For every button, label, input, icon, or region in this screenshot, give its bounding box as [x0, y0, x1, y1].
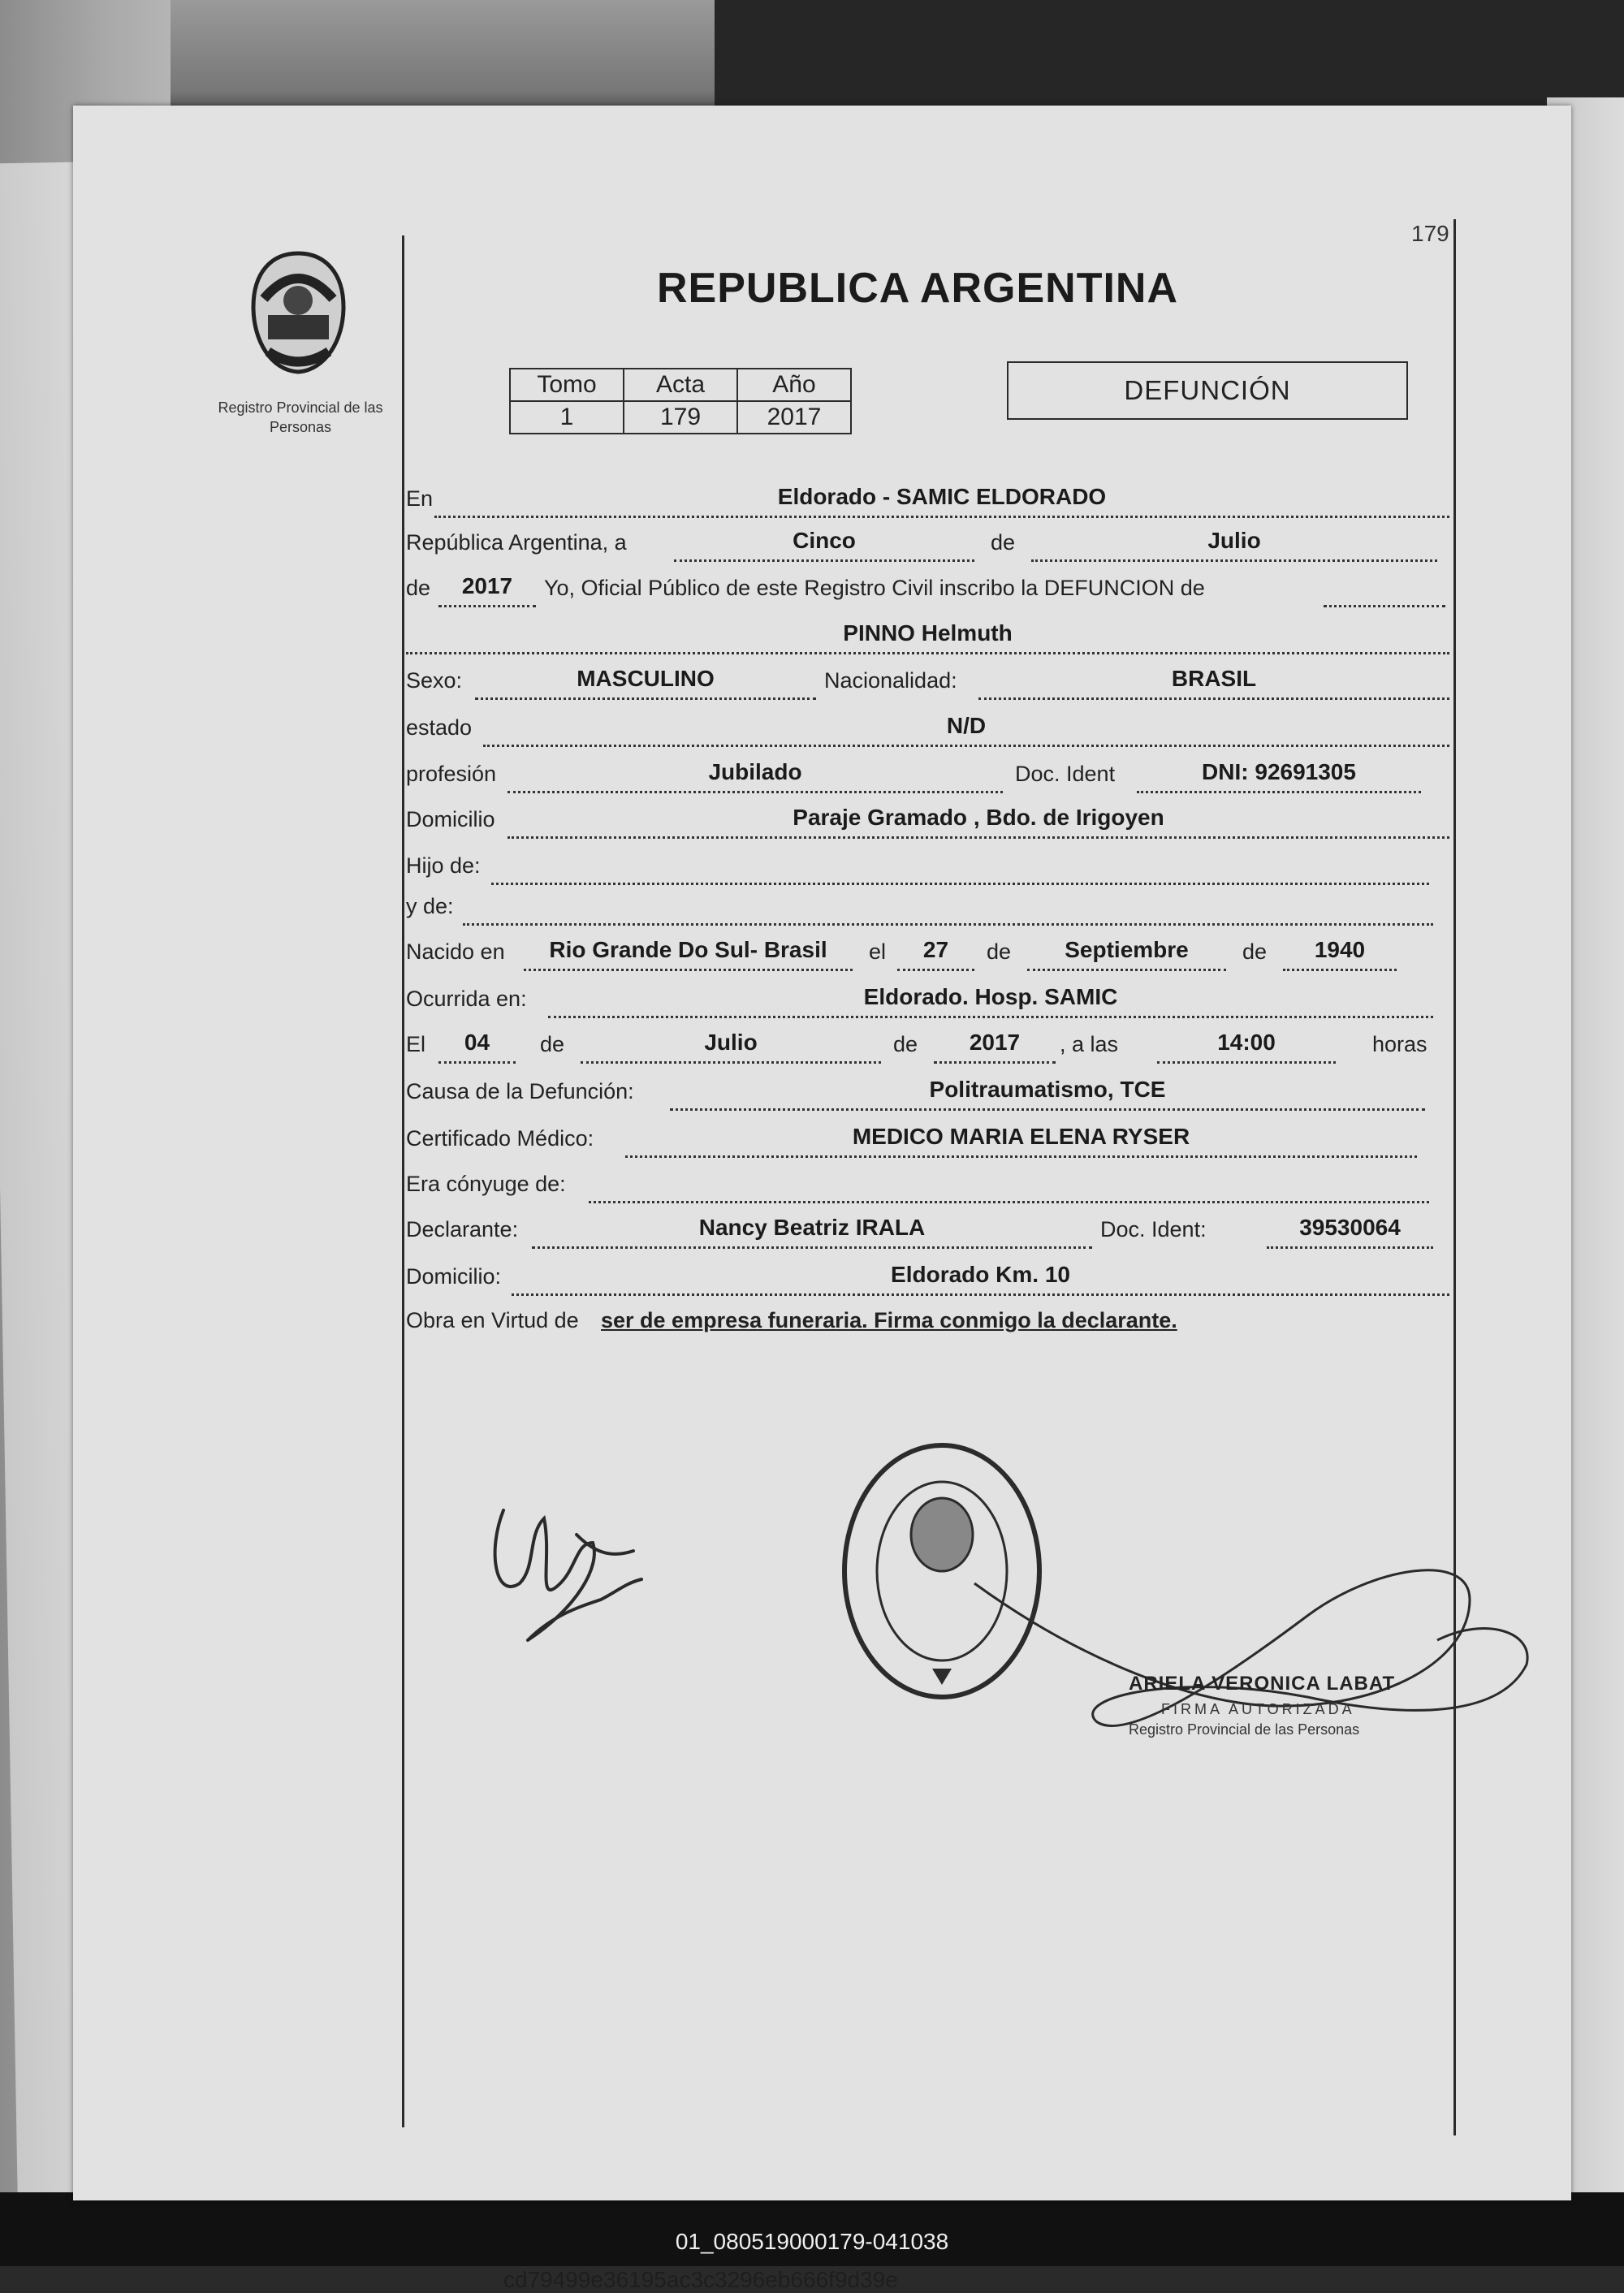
authority-role: FIRMA AUTORIZADA	[1161, 1701, 1355, 1717]
value-sexo: MASCULINO	[475, 660, 816, 700]
authority-registry: Registro Provincial de las Personas	[1129, 1721, 1360, 1738]
row-estado	[406, 706, 1453, 747]
value-decl-doc: 39530064	[1267, 1209, 1433, 1249]
value-year: 2017	[438, 568, 536, 607]
row-domicilio	[406, 798, 1453, 839]
label-de: de	[1242, 939, 1268, 964]
meta-value-ano: 2017	[737, 401, 851, 434]
meta-header-acta: Acta	[624, 369, 737, 401]
label-decl-domicilio: Domicilio:	[406, 1264, 502, 1289]
label-horas: horas	[1372, 1032, 1427, 1056]
document-hash: cd79499e36195ac3c3296eb666f9d39e	[503, 2267, 898, 2292]
value-month-word: Julio	[1031, 522, 1437, 562]
row-sex-nationality	[406, 659, 1453, 700]
row-profession-doc	[406, 753, 1453, 793]
record-type-box: DEFUNCIÓN	[1007, 361, 1408, 420]
row-certificate	[406, 1117, 1453, 1158]
value-domicilio: Paraje Gramado , Bdo. de Irigoyen	[508, 799, 1449, 839]
background-dark	[715, 0, 1624, 122]
row-y-de	[406, 885, 1453, 926]
label-causa: Causa de la Defunción:	[406, 1079, 634, 1103]
row-spouse	[406, 1163, 1453, 1203]
row-date-words	[406, 521, 1453, 562]
page-number: 179	[1411, 221, 1449, 246]
value-death-year: 2017	[934, 1024, 1056, 1064]
label-republica: República Argentina, a	[406, 530, 627, 555]
label-en: En	[406, 486, 434, 511]
right-margin-line	[1453, 219, 1456, 2135]
value-death-day: 04	[438, 1024, 516, 1064]
inscribe-statement: Yo, Oficial Público de este Registro Civil inscribo la DEFUNCION de	[544, 576, 1205, 600]
label-obra: Obra en Virtud de	[406, 1308, 579, 1332]
misiones-emblem-icon	[248, 250, 349, 376]
document-title: REPUBLICA ARGENTINA	[656, 265, 1179, 312]
row-obra	[406, 1299, 1453, 1340]
meta-value-tomo: 1	[510, 401, 624, 434]
registry-label: Registro Provincial de las Personas	[218, 399, 383, 435]
value-conyuge	[589, 1164, 1429, 1203]
meta-header-ano: Año	[737, 369, 851, 401]
row-en	[406, 477, 1453, 518]
value-doc-ident: DNI: 92691305	[1137, 754, 1421, 793]
value-death-month: Julio	[581, 1024, 881, 1064]
value-birth-month: Septiembre	[1027, 931, 1226, 971]
value-location: Eldorado - SAMIC ELDORADO	[434, 478, 1449, 518]
label-el: El	[406, 1032, 426, 1056]
meta-value-acta: 179	[624, 401, 737, 434]
label-decl-doc: Doc. Ident:	[1100, 1217, 1207, 1242]
label-nacido: Nacido en	[406, 939, 505, 964]
value-certificado: MEDICO MARIA ELENA RYSER	[625, 1118, 1417, 1158]
row-cause	[406, 1070, 1453, 1111]
meta-header-tomo: Tomo	[510, 369, 624, 401]
official-stamp-icon	[836, 1437, 1047, 1705]
row-declarant	[406, 1208, 1453, 1249]
label-sexo: Sexo:	[406, 668, 463, 693]
left-margin-line	[402, 235, 404, 2127]
value-hijo	[491, 845, 1429, 885]
label-de: de	[893, 1032, 918, 1056]
label-de: de	[987, 939, 1012, 964]
value-day-word: Cinco	[674, 522, 974, 562]
label-domicilio: Domicilio	[406, 807, 495, 831]
value-ocurrida: Eldorado. Hosp. SAMIC	[548, 978, 1433, 1018]
value-birthplace: Rio Grande Do Sul- Brasil	[524, 931, 853, 971]
label-ocurrida: Ocurrida en:	[406, 987, 527, 1011]
value-estado: N/D	[483, 707, 1449, 747]
label-conyuge: Era cónyuge de:	[406, 1172, 566, 1196]
row-year-statement	[406, 567, 1453, 607]
value-obra: ser de empresa funeraria. Firma conmigo la declarante.	[601, 1308, 1177, 1332]
value-y-de	[463, 886, 1433, 926]
row-declarant-address	[406, 1255, 1453, 1296]
label-el: el	[869, 939, 887, 964]
label-nacionalidad: Nacionalidad:	[824, 668, 957, 693]
value-profesion: Jubilado	[508, 754, 1003, 793]
value-blank	[1324, 568, 1445, 607]
label-a-las: , a las	[1060, 1032, 1119, 1056]
label-certificado: Certificado Médico:	[406, 1126, 594, 1151]
record-meta-table	[509, 368, 852, 434]
declarant-signature-icon	[479, 1486, 658, 1656]
value-decl-domicilio: Eldorado Km. 10	[512, 1256, 1449, 1296]
value-birth-year: 1940	[1283, 931, 1397, 971]
value-causa: Politraumatismo, TCE	[670, 1071, 1425, 1111]
row-hijo	[406, 844, 1453, 885]
value-birth-day: 27	[897, 931, 974, 971]
label-de: de	[406, 576, 431, 600]
row-deceased-name	[406, 614, 1453, 654]
authority-name: ARIELA VERONICA LABAT	[1129, 1673, 1396, 1695]
label-declarante: Declarante:	[406, 1217, 519, 1242]
label-doc-ident: Doc. Ident	[1015, 762, 1116, 786]
value-declarante: Nancy Beatriz IRALA	[532, 1209, 1092, 1249]
label-de: de	[991, 530, 1016, 555]
label-y-de: y de:	[406, 894, 454, 918]
value-deceased-name: PINNO Helmuth	[406, 615, 1449, 654]
file-code: 01_080519000179-041038	[675, 2229, 949, 2254]
label-estado: estado	[406, 715, 473, 740]
label-de: de	[540, 1032, 565, 1056]
row-death-datetime	[406, 1023, 1453, 1064]
value-nacionalidad: BRASIL	[978, 660, 1449, 700]
row-occurred	[406, 978, 1453, 1018]
row-birth	[406, 931, 1453, 971]
value-death-time: 14:00	[1157, 1024, 1336, 1064]
label-profesion: profesión	[406, 762, 497, 786]
label-hijo: Hijo de:	[406, 853, 481, 878]
